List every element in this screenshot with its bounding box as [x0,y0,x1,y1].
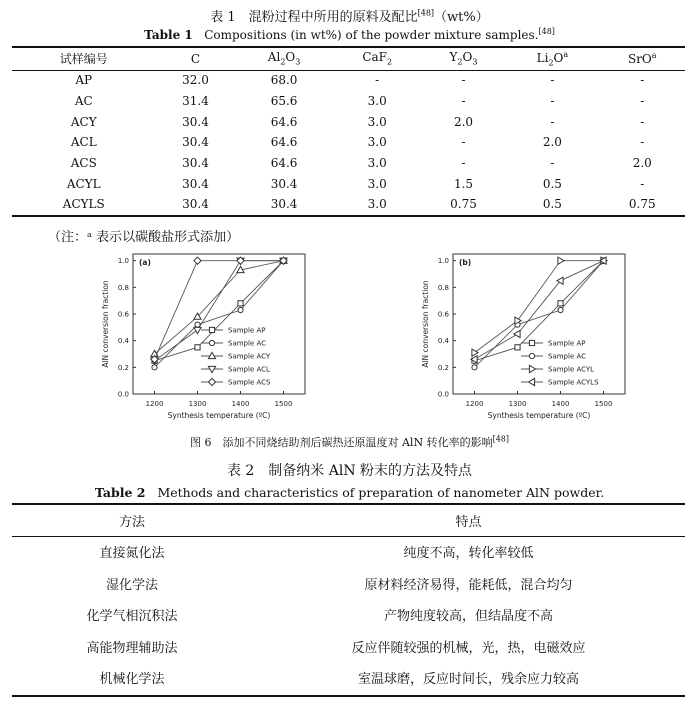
table-cell: 3.0 [367,176,387,191]
square-marker [195,345,200,350]
square-marker [515,345,520,350]
x-tick-label: 1500 [274,400,293,408]
table-cell: - [461,94,466,109]
feature-cell: 反应伴随较强的机械，光，热，电磁效应 [351,640,586,656]
table1-body [12,70,685,215]
sample-id-cell: AP [75,73,93,88]
method-cell: 化学气相沉积法 [86,609,178,625]
table-cell: 2.0 [542,135,562,150]
sample-id-cell: ACYL [66,176,101,191]
circle-marker [209,340,214,345]
sample-id-cell: ACL [70,135,97,150]
table-cell: - [375,73,380,88]
table-cell: 31.4 [182,94,209,109]
table-cell: - [550,94,555,109]
plot-frame [133,254,305,394]
chart-panel-a [101,254,305,420]
x-axis-label: Synthesis temperature (ºC) [167,411,271,420]
legend-entry: Sample AC [548,352,587,361]
x-tick-label: 1500 [594,400,613,408]
circle-marker [472,365,477,370]
figure6-caption [0,434,699,450]
table-cell: - [461,156,466,171]
table2-caption-cn: 表 2 制备纳米 AlN 粉末的方法及特点 [226,463,473,479]
feature-cell: 产物纯度较高，但结晶度不高 [383,609,553,625]
table-cell: - [461,135,466,150]
method-cell: 湿化学法 [105,577,158,593]
table-row [12,599,685,631]
plot-frame [453,254,625,394]
square-marker [238,301,243,306]
table2-caption-en-text: Methods and characteristics of preparation of nanometer AlN powder. [157,485,605,500]
table1-header-id: 试样编号 [59,52,108,66]
x-tick-label: 1400 [231,400,250,408]
legend-entry: Sample ACS [228,378,271,387]
table-cell: 64.6 [270,156,298,171]
table-cell: 0.75 [450,197,477,212]
table-cell: 2.0 [453,114,474,129]
triangle-down-marker [208,366,215,372]
table-cell: 0.5 [542,197,562,212]
y-tick-label: 0.2 [437,363,449,372]
y-tick-label: 0.4 [117,337,129,346]
table-cell: 30.4 [182,197,209,212]
table-cell: 3.0 [367,114,387,129]
method-cell: 高能物理辅助法 [86,640,178,656]
y-tick-label: 1.0 [117,257,129,266]
table-row [12,153,685,174]
y-tick-label: 0.0 [117,390,129,399]
table1-caption-cn-ref: [48] [417,8,435,18]
table2-header-feature: 特点 [455,514,482,530]
table-cell: - [640,114,645,129]
panel-label: (b) [459,258,472,267]
table-cell: 3.0 [367,135,387,150]
method-cell: 直接氮化法 [99,546,165,562]
table-row [12,111,685,132]
triangle-left-marker [528,378,534,385]
figure6-caption-text: 图 6 添加不同烧结助剂后碳热还原温度对 AlN 转化率的影响 [190,436,493,449]
y-axis-label: AlN conversion fraction [101,280,110,368]
y-tick-label: 0.2 [117,363,129,372]
square-marker [558,301,563,306]
table-cell: 30.4 [270,176,298,191]
table-cell: 1.5 [453,176,474,191]
table-cell: 3.0 [367,94,387,109]
table2-header-method: 方法 [118,514,145,530]
table-row [12,568,685,600]
table2 [12,504,685,694]
table-cell: 30.4 [270,197,298,212]
x-tick-label: 1200 [145,400,164,408]
triangle-down-marker [194,327,201,333]
y-tick-label: 1.0 [437,257,449,266]
legend-entry: Sample AC [228,339,267,348]
legend-entry: Sample ACY [228,352,271,361]
x-tick-label: 1300 [508,400,527,408]
table-cell: - [640,94,645,109]
triangle-up-marker [208,352,215,358]
table-cell: - [640,135,645,150]
triangle-right-marker [558,257,564,264]
table-cell: 68.0 [270,73,298,88]
table-cell: 2.0 [632,156,652,171]
legend-entry: Sample AP [548,339,586,348]
table-cell: 30.4 [182,135,209,150]
table1-bottom-rule [12,215,685,217]
circle-marker [529,353,534,358]
table1-header-al2o3: $Al_2O_3$ [267,50,301,67]
table2-body [12,536,685,694]
feature-cell: 原材料经济易得，能耗低，混合均匀 [364,577,573,593]
table1-header-sro: SrO$^a$ [627,51,657,66]
table-cell: - [550,156,555,171]
table-cell: 0.75 [628,197,656,212]
table-cell: 64.6 [270,114,298,129]
y-tick-label: 0.8 [437,283,449,292]
table-row [12,91,685,112]
table-cell: 0.5 [542,176,562,191]
x-tick-label: 1300 [188,400,207,408]
triangle-left-marker [557,277,563,284]
table-cell: 32.0 [182,73,209,88]
chart-panel-b [421,254,625,420]
table1-caption-cn [0,6,699,25]
table2-bottom-rule [12,695,685,697]
table-cell: 30.4 [182,156,209,171]
figure6-caption-ref: [48] [492,434,509,444]
x-tick-label: 1200 [465,400,484,408]
method-cell: 机械化学法 [99,672,165,688]
series-line [475,261,604,368]
table-row [12,194,685,215]
table-cell: 3.0 [367,156,387,171]
legend-entry: Sample ACYLS [548,378,599,387]
table1-caption-en [0,27,699,42]
table-row [12,662,685,694]
table-cell: 64.6 [270,135,298,150]
y-tick-label: 0.6 [117,310,129,319]
y-tick-label: 0.6 [437,310,449,319]
table1-caption-cn-unit: （wt%） [434,10,489,25]
table2-header-row [12,504,685,536]
table-row [12,536,685,568]
sample-id-cell: ACY [70,114,97,129]
table2-caption-en [0,485,699,500]
y-tick-label: 0.4 [437,337,449,346]
table-row [12,173,685,194]
table1 [12,47,685,215]
x-axis-label: Synthesis temperature (ºC) [487,411,591,420]
feature-cell: 室温球磨，反应时间长，残余应力较高 [357,672,579,688]
diamond-marker [208,378,215,385]
sample-id-cell: AC [74,94,93,109]
circle-marker [238,307,243,312]
circle-marker [152,365,157,370]
diamond-marker [194,257,201,264]
square-marker [529,340,534,345]
x-tick-label: 1400 [551,400,570,408]
table1-caption-cn-text: 表 1 混粉过程中所用的原料及配比 [210,10,418,25]
square-marker [209,327,214,332]
sample-id-cell: ACYLS [62,197,105,212]
table-cell: 30.4 [182,114,209,129]
triangle-right-marker [529,365,535,372]
table-cell: - [550,73,555,88]
legend-entry: Sample ACYL [548,365,595,374]
table-cell: - [640,176,645,191]
table1-header-li2o: $Li_2O^a$ [536,49,569,68]
table-cell: 65.6 [270,94,298,109]
table1-caption-en-text: Compositions (in wt%) of the powder mixture samples. [204,28,539,42]
table-row [12,631,685,663]
table-row [12,70,685,91]
table-cell: 3.0 [367,197,387,212]
legend-entry: Sample AP [228,326,266,335]
legend-entry: Sample ACL [228,365,270,374]
table1-header-y2o3: $Y_2O_3$ [449,50,478,67]
sample-id-cell: ACS [70,156,97,171]
y-tick-label: 0.8 [117,283,129,292]
y-axis-label: AlN conversion fraction [421,280,430,368]
figure6-charts [0,240,699,430]
table1-caption-en-ref: [48] [538,27,555,36]
table-cell: - [640,73,645,88]
panel-label: (a) [139,258,151,267]
table-cell: - [550,114,555,129]
table1-header-c: C [190,51,201,66]
circle-marker [558,307,563,312]
y-tick-label: 0.0 [437,390,449,399]
table-cell: - [461,73,466,88]
table1-caption-en-label: Table 1 [144,28,193,42]
triangle-left-marker [514,330,520,337]
table1-note: （注：ᵃ 表示以碳酸盐形式添加） [48,230,240,245]
table2-caption-en-label: Table 2 [94,485,146,500]
table1-header-caf2: CaF$_2$ [362,50,393,67]
feature-cell: 纯度不高，转化率较低 [403,546,534,562]
table1-header-row [12,47,685,70]
table-cell: 30.4 [182,176,209,191]
table-row [12,132,685,153]
